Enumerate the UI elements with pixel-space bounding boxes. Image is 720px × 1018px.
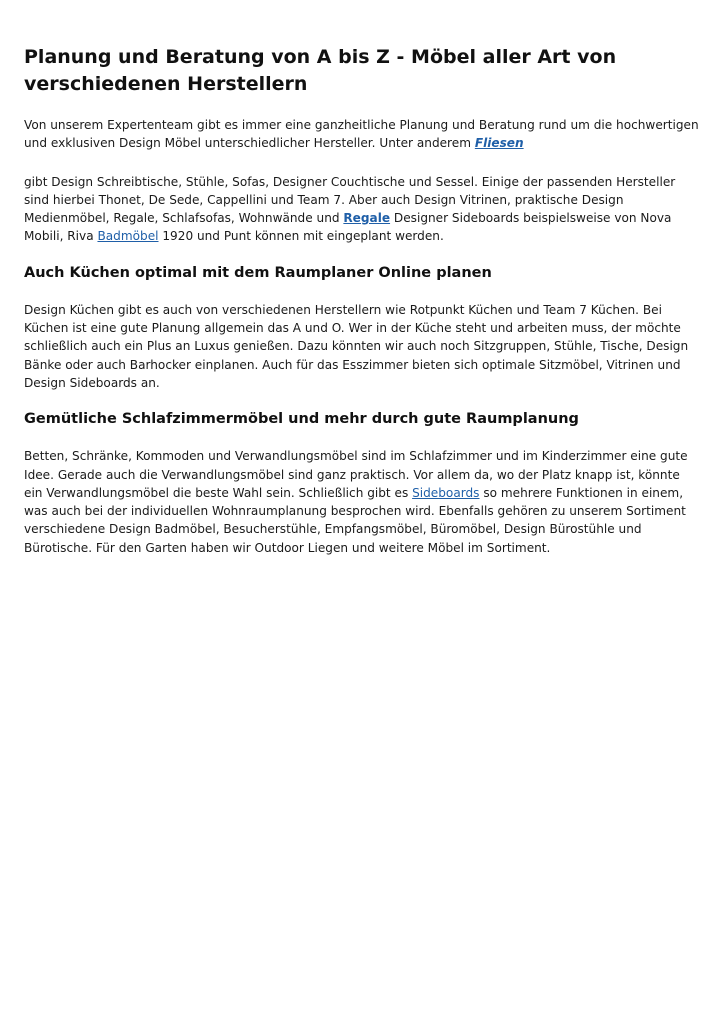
manufacturers-text-3: 1920 und Punt können mit eingeplant werden.	[158, 229, 444, 244]
bedroom-paragraph	[24, 447, 700, 557]
page-title: Planung und Beratung von A bis Z - Möbel aller Art von verschiedenen Herstellern	[24, 46, 617, 95]
fliesen-link[interactable]: Fliesen	[474, 136, 524, 151]
intro-paragraph	[24, 116, 700, 153]
kitchen-heading: Auch Küchen optimal mit dem Raumplaner Online planen	[24, 264, 492, 281]
regale-link[interactable]: Regale	[343, 211, 391, 226]
bedroom-text-1: Betten, Schränke, Kommoden und Verwandlungsmöbel sind im Schlafzimmer und im Kinderzimmer eine gute Idee. Gerade auch die Verwandlungsmöbel sind ganz praktisch. Vor allem da, wo der Platz knapp ist, könnte ein Verwandlungsmöbel die beste Wahl sein. Schließlich gibt es	[24, 449, 688, 500]
manufacturers-paragraph	[24, 173, 700, 246]
bedroom-text-2: so mehrere Funktionen in einem, was auch bei der individuellen Wohnraumplanung besprochen wird. Ebenfalls gehören zu unserem Sortiment verschiedene Design Badmöbel, Besucherstühle, Empfangsmöbel, Büromöbel, Design Bürostühle und Bürotische. Für den Garten haben wir Outdoor Liegen und weitere Möbel im Sortiment.	[24, 485, 686, 555]
sideboards-link[interactable]: Sideboards	[412, 485, 480, 500]
manufacturers-text-1: gibt Design Schreibtische, Stühle, Sofas, Designer Couchtische und Sessel. Einige der passenden Hersteller sind hierbei Thonet, De Sede, Cappellini und Team 7. Aber auch Design Vitrinen, praktische Design Medienmöbel, Regale, Schlafsofas, Wohnwände und	[24, 174, 676, 226]
kitchen-paragraph: Design Küchen gibt es auch von verschiedenen Herstellern wie Rotpunkt Küchen und Team 7 Küchen. Bei Küchen ist eine gute Planung allgemein das A und O. Wer in der Küche steht und arbeiten muss, der möchte schließlich auch ein Plus an Luxus genießen. Dazu könnten wir auch noch Sitzgruppen, Stühle, Tische, Design Bänke oder auch Barhocker einplanen. Auch für das Esszimmer bieten sich optimale Sitzmöbel, Vitrinen und Design Sideboards an.	[24, 302, 689, 390]
bedroom-heading: Gemütliche Schlafzimmermöbel und mehr durch gute Raumplanung	[24, 411, 579, 428]
intro-text: Von unserem Expertenteam gibt es immer eine ganzheitliche Planung und Beratung rund um die hochwertigen und exklusiven Design Möbel unterschiedlicher Hersteller. Unter anderem	[24, 118, 699, 151]
badmoebel-link[interactable]: Badmöbel	[97, 229, 159, 244]
manufacturers-text-2: Designer Sideboards beispielsweise von Nova Mobili, Riva	[24, 211, 672, 244]
